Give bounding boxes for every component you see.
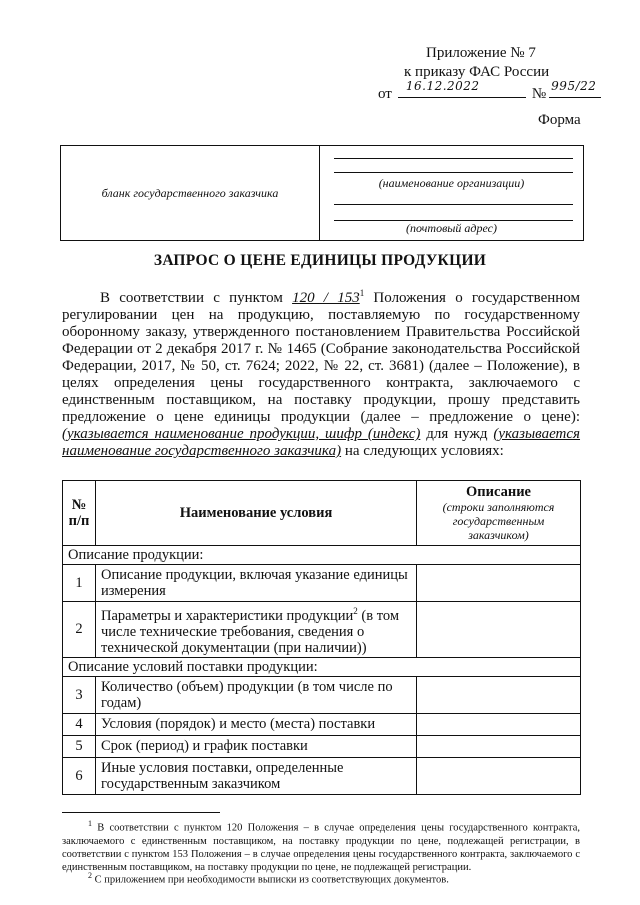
footnote-1 [62, 817, 580, 874]
row-description-cell[interactable] [417, 676, 581, 713]
document-title: ЗАПРОС О ЦЕНЕ ЕДИНИЦЫ ПРОДУКЦИИ [153, 252, 487, 269]
section-row-product [63, 546, 581, 565]
clause-reference: 120 / 153 [292, 290, 360, 306]
row-description-cell[interactable] [417, 757, 581, 794]
row-condition: Срок (период) и график поставки [96, 735, 417, 757]
header-description-title: Описание [466, 484, 531, 500]
table-row [63, 602, 581, 658]
org-line-1 [334, 158, 573, 159]
address-caption: (почтовый адрес) [406, 221, 497, 235]
request-paragraph [62, 285, 580, 460]
customer-letterhead-box [60, 145, 584, 241]
table-row [63, 735, 581, 757]
section-product-label: Описание продукции: [63, 546, 581, 565]
org-line-2 [334, 172, 573, 173]
row-condition: Условия (порядок) и место (места) поставки [96, 713, 417, 735]
row-condition: Иные условия поставки, определенные государственным заказчиком [96, 757, 417, 794]
table-row [63, 676, 581, 713]
header-description [417, 481, 581, 546]
header-block [378, 44, 608, 104]
footnote-ref-2: 2 [353, 606, 358, 616]
order-label: к приказу ФАС России [404, 64, 550, 80]
header-condition: Наименование условия [96, 481, 417, 546]
footnote-2-text: С приложением при необходимости выписки из соответствующих документов. [92, 874, 449, 886]
handwritten-number: 995/22 [551, 79, 597, 93]
footnote-2 [62, 869, 580, 887]
address-line-1 [334, 204, 573, 205]
table-row [63, 757, 581, 794]
table-row [63, 565, 581, 602]
row-description-cell[interactable] [417, 565, 581, 602]
date-number-row [378, 79, 608, 104]
conditions-table [62, 480, 581, 795]
row-description-cell[interactable] [417, 735, 581, 757]
footnote-ref-1: 1 [359, 288, 365, 298]
para-part-4: на следующих условиях: [341, 443, 504, 459]
table-header-row [63, 481, 581, 546]
para-part-3: для нужд [420, 426, 494, 442]
organization-block [320, 146, 583, 240]
para-part-2: Положения о государственном регулировании цен на продукцию, поставляемую по государственному оборонному заказу, утвержденного постановлением Правительства Российской Федерации от 2 декабря 2017 г. № 1465 (Собрание законодательства Российской Федерации, 2017, № 50, ст. 7624; 2022, № 22, ст. 3681) (далее – Положение), в целях определения цены государственного контракта, заключаемого с единственным поставщиком, на поставку продукции, прошу представить предложение о цене единицы продукции (далее – предложение о цене): [62, 290, 581, 425]
form-label: Форма [538, 112, 581, 128]
row-condition: Описание продукции, включая указание единицы измерения [96, 565, 417, 602]
header-number: № п/п [63, 481, 96, 546]
org-caption: (наименование организации) [378, 176, 525, 190]
row-condition-text-2: (в том числе технические требования, сведения о технической документации (при наличии)) [101, 607, 400, 656]
row-number: 5 [63, 735, 96, 757]
number-label: № [531, 86, 547, 102]
row-number: 1 [63, 565, 96, 602]
section-row-delivery [63, 657, 581, 676]
handwritten-date: 16.12.2022 [405, 79, 480, 93]
appendix-label: Приложение № 7 [426, 45, 536, 61]
number-field [549, 79, 601, 98]
row-condition-text: Параметры и характеристики продукции [101, 607, 354, 624]
row-number: 4 [63, 713, 96, 735]
date-field [398, 79, 526, 98]
footnote-2-mark: 2 [88, 871, 92, 880]
row-condition: Количество (объем) продукции (в том числе по годам) [96, 676, 417, 713]
footnote-1-text: В соответствии с пунктом 120 Положения – в случае определения цены государственного контракта, заключаемого с единственным поставщиком, на поставку продукции по цене, подлежащей регистрации, в соответствии с пунктом 153 Положения – в случае определения цены государственного контракта, заключаемого с единственным поставщиком, на поставку продукции по цене, не подлежащей регистрации. [62, 822, 580, 873]
header-description-note: (строки заполняются государственным заказчиком) [442, 500, 555, 542]
footnote-1-mark: 1 [88, 819, 92, 828]
row-number: 2 [63, 602, 96, 658]
footnote-separator [62, 812, 220, 813]
product-placeholder: (указывается наименование продукции, шифр (индекс) [62, 426, 421, 442]
customer-placeholder: (указывается наименование государственного заказчика) [62, 426, 581, 459]
para-part-1: В соответствии с пунктом [100, 290, 293, 306]
section-delivery-label: Описание условий поставки продукции: [63, 657, 581, 676]
letterhead-label: бланк государственного заказчика [61, 146, 320, 240]
row-description-cell[interactable] [417, 602, 581, 658]
row-number: 6 [63, 757, 96, 794]
row-description-cell[interactable] [417, 713, 581, 735]
table-row [63, 713, 581, 735]
row-number: 3 [63, 676, 96, 713]
from-label: от [378, 86, 392, 102]
row-condition [96, 602, 417, 658]
